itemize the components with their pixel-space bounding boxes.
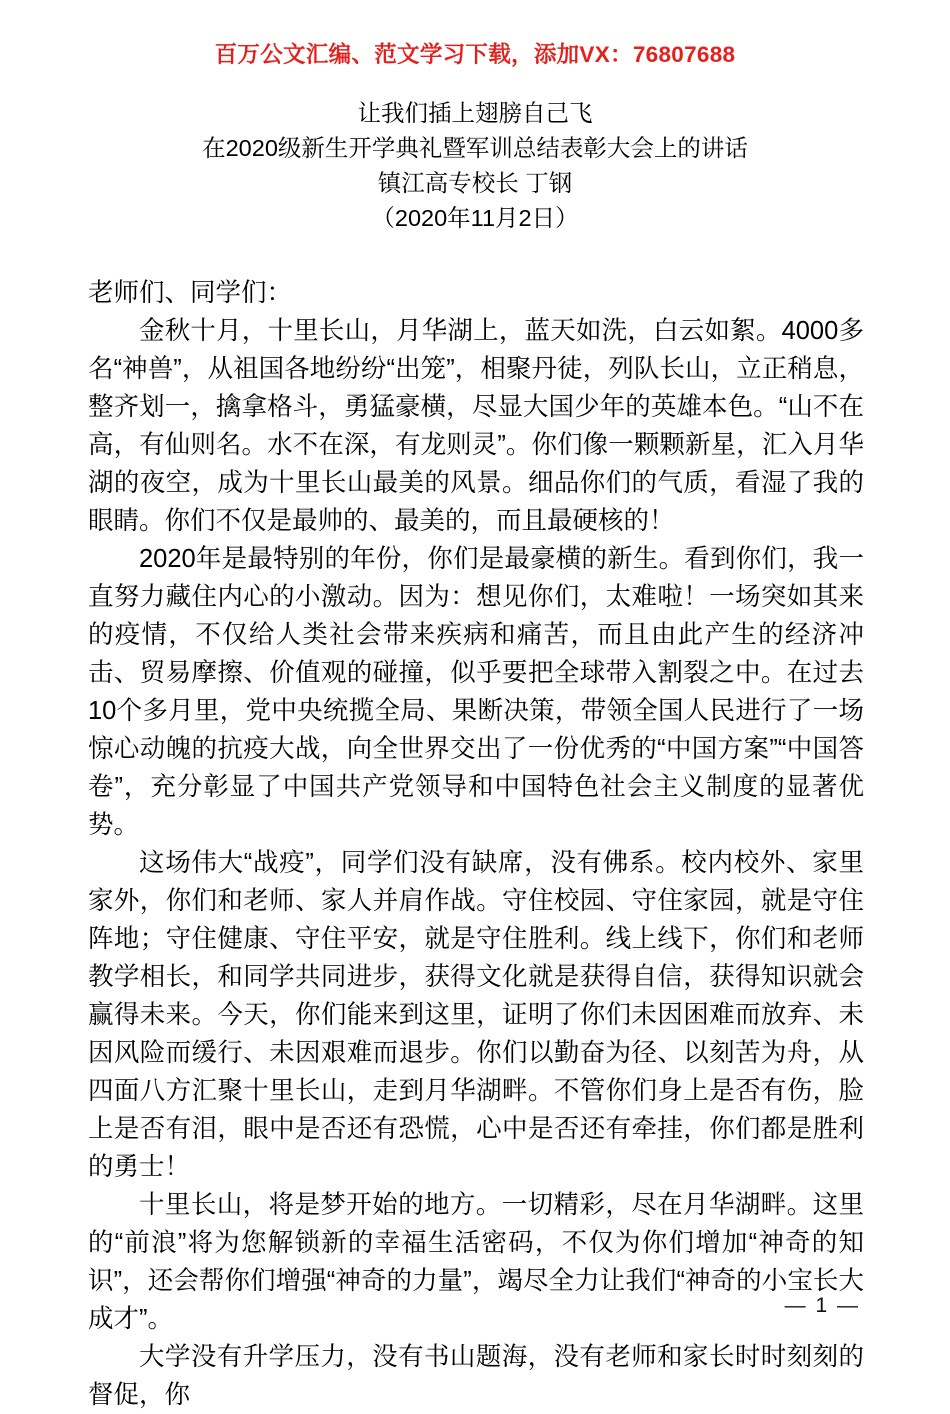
promo-banner: 百万公文汇编、范文学习下载，添加VX：76807688 (214, 42, 736, 67)
paragraph: 十里长山，将是梦开始的地方。一切精彩，尽在月华湖畔。这里的“前浪”将为您解锁新的幸福生活密码，不仅为你们增加“神奇的知识”，还会帮你们增强“神奇的力量”，竭尽全力让我们“神奇的小宝长大成才”。 (88, 1191, 864, 1333)
document-date: （2020年11月2日） (371, 205, 579, 231)
paragraph: 2020年是最特别的年份，你们是最豪横的新生。看到你们，我一直努力藏住内心的小激动。因为：想见你们，太难啦！一场突如其来的疫情，不仅给人类社会带来疾病和痛苦，而且由此产生的经济冲击、贸易摩擦、价值观的碰撞，似乎要把全球带入割裂之中。在过去10个多月里，党中央统揽全局、果断决策，带领全国人民进行了一场惊心动魄的抗疫大战，向全世界交出了一份优秀的“中国方案”“中国答卷”，充分彰显了中国共产党领导和中国特色社会主义制度的显著优势。 (88, 545, 864, 839)
paragraph: 大学没有升学压力，没有书山题海，没有老师和家长时时刻刻的督促，你 (88, 1343, 864, 1409)
salutation: 老师们、同学们： (88, 279, 293, 307)
paragraph: 这场伟大“战疫”，同学们没有缺席，没有佛系。校内校外、家里家外，你们和老师、家人并肩作战。守住校园、守住家园，就是守住阵地；守住健康、守住平安，就是守住胜利。线上线下，你们和老师教学相长，和同学共同进步，获得文化就是获得自信，获得知识就会赢得未来。今天，你们能来到这里，证明了你们未因困难而放弃、未因风险而缓行、未因艰难而退步。你们以勤奋为径、以刻苦为舟，从四面八方汇聚十里长山，走到月华湖畔。不管你们身上是否有伤，脸上是否有泪，眼中是否还有恐慌，心中是否还有牵挂，你们都是胜利的勇士！ (88, 849, 864, 1181)
document-title-main: 让我们插上翅膀自己飞 (357, 100, 593, 126)
document-body (88, 274, 864, 1414)
document-title-block (0, 96, 950, 236)
paragraph: 金秋十月，十里长山，月华湖上，蓝天如洗，白云如絮。4000多名“神兽”，从祖国各地纷纷“出笼”，相聚丹徒，列队长山，立正稍息，整齐划一，擒拿格斗，勇猛豪横，尽显大国少年的英雄本色。“山不在高，有仙则名。水不在深，有龙则灵”。你们像一颗颗新星，汇入月华湖的夜空，成为十里长山最美的风景。细品你们的气质，看湿了我的眼睛。你们不仅是最帅的、最美的，而且最硬核的！ (88, 317, 864, 535)
document-title-subtitle: 在2020级新生开学典礼暨军训总结表彰大会上的讲话 (202, 135, 748, 161)
page-number: — 1 — (784, 1294, 860, 1317)
document-speaker: 镇江高专校长 丁钢 (377, 170, 573, 196)
